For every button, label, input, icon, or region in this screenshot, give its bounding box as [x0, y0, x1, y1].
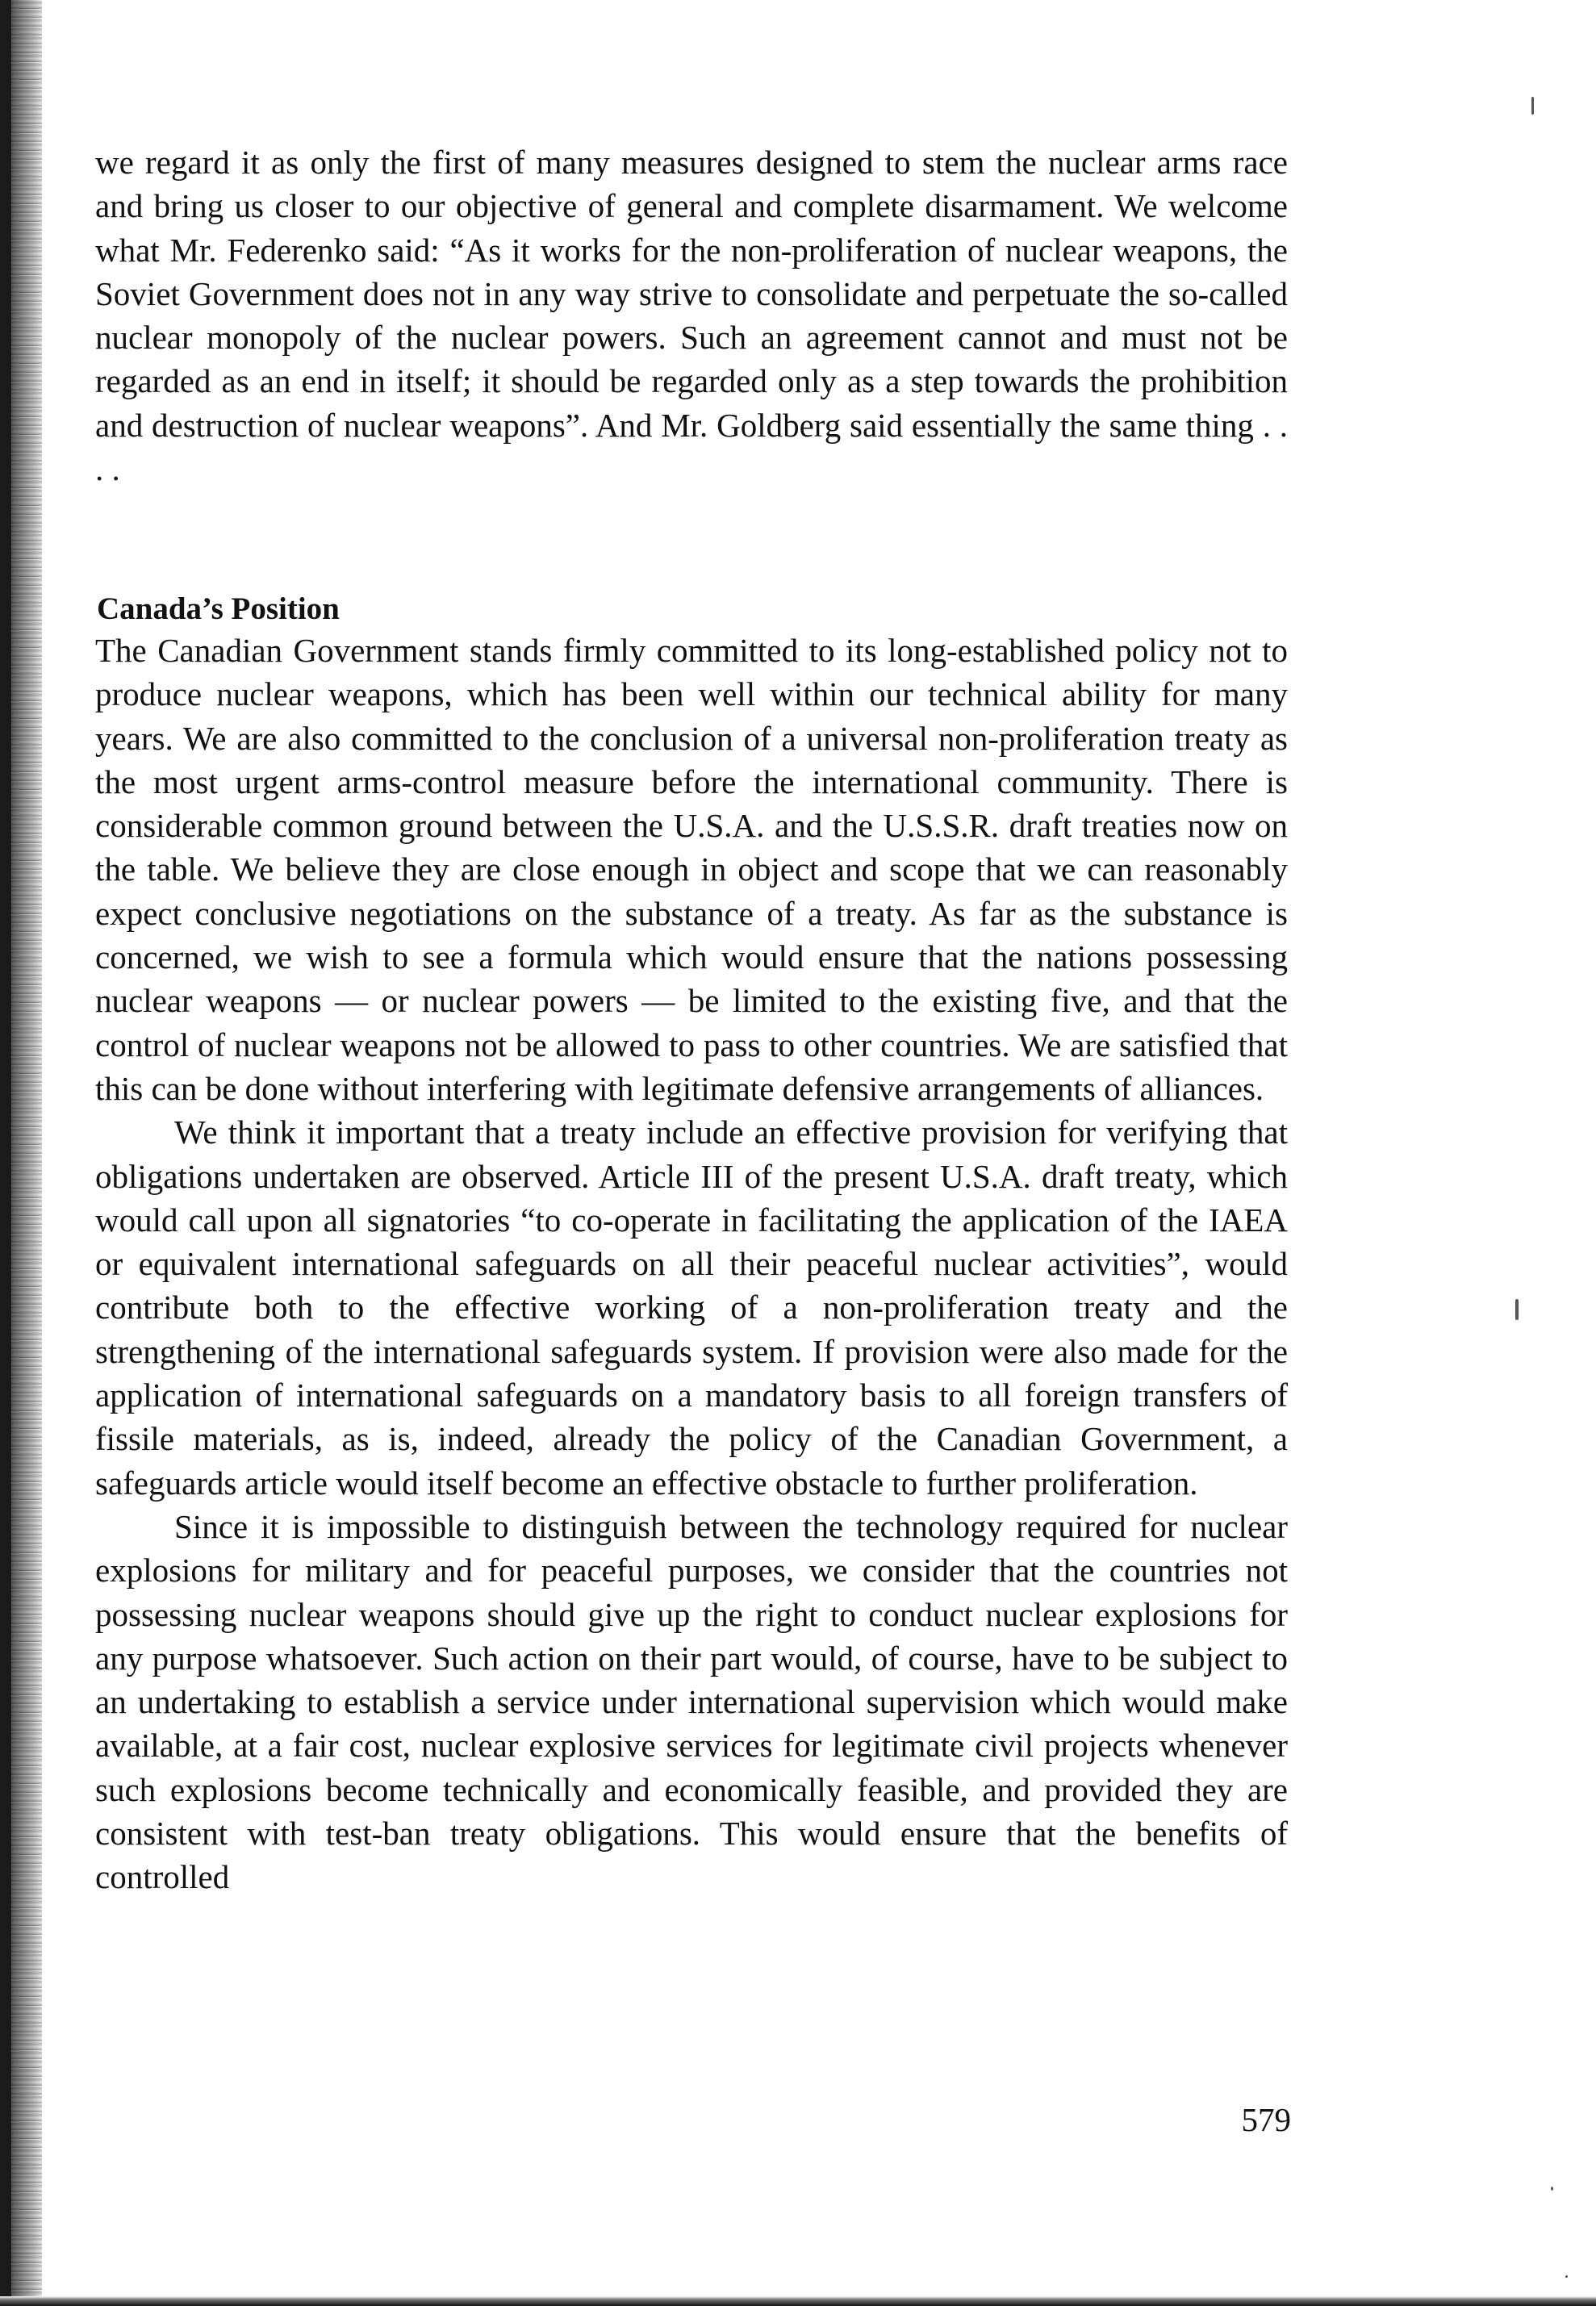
section-paragraph-2: We think it important that a treaty include an effective provision for verifying that obligations undertaken are observed. Article III of the present U.S.A. draft treaty, which would call upon all signatories “to co-operate in facilitating the application of the IAEA or equivalent international safeguards on all their peaceful nuclear activities”, would contribute both to the effective working of a non-proliferation treaty and the strengthening of the international safeguards system. If provision were also made for the application of international safeguards on a mandatory basis to all foreign transfers of fissile materials, as is, indeed, already the policy of the Canadian Government, a safeguards article would itself become an effective obstacle to further proliferation.: [95, 1113, 1288, 1502]
page-number: 579: [1241, 2101, 1291, 2138]
opening-paragraph-block: [95, 140, 1288, 491]
scan-speck: [1531, 97, 1534, 115]
scanned-bottom-edge: [0, 2296, 1596, 2306]
section-paragraph-3: Since it is impossible to distinguish between the technology required for nuclear explosions for military and for peaceful purposes, we consider that the countries not possessing nuclear weapons should give up the right to conduct nuclear explosions for any purpose whatsoever. Such action on their part would, of course, have to be subject to an undertaking to establish a service under international supervision which would make available, at a fair cost, nuclear explosive services for legitimate civil projects whenever such explosions become technically and economically feasible, and provided they are consistent with test-ban treaty obligations. This would ensure that the benefits of controlled: [95, 1507, 1288, 1896]
section-body: [95, 629, 1288, 1899]
scan-speck: [1565, 2275, 1568, 2278]
scan-speck: [1551, 2187, 1553, 2191]
opening-paragraph: we regard it as only the first of many measures designed to stem the nuclear arms race and bring us closer to our objective of general and complete disarmament. We welcome what Mr. Federenko said: “As it works for the non-proliferation of nuclear weapons, the Soviet Government does not in any way strive to consolidate and perpetuate the so-called nuclear monopoly of the nuclear powers. Such an agreement cannot and must not be regarded as an end in itself; it should be regarded only as a step towards the prohibition and destruction of nuclear weapons”. And Mr. Goldberg said essentially the same thing . . . .: [95, 144, 1288, 488]
binding-shadow: [0, 0, 11, 2306]
section-paragraph-1: The Canadian Government stands firmly committed to its long-established policy not to produce nuclear weapons, which has been well within our technical ability for many years. We are also committed to the conclusion of a universal non-proliferation treaty as the most urgent arms-control measure before the international community. There is considerable common ground between the U.S.A. and the U.S.S.R. draft treaties now on the table. We believe they are close enough in object and scope that we can reasonably expect conclusive negotiations on the substance of a treaty. As far as the substance is concerned, we wish to see a formula which would ensure that the nations possessing nuclear weapons — or nuclear powers — be limited to the existing five, and that the control of nuclear weapons not be allowed to pass to other countries. We are satisfied that this can be done without interfering with legitimate defensive arrangements of alliances.: [95, 632, 1288, 1107]
scan-speck: [1515, 1299, 1519, 1320]
section-heading: Canada’s Position: [97, 591, 340, 626]
